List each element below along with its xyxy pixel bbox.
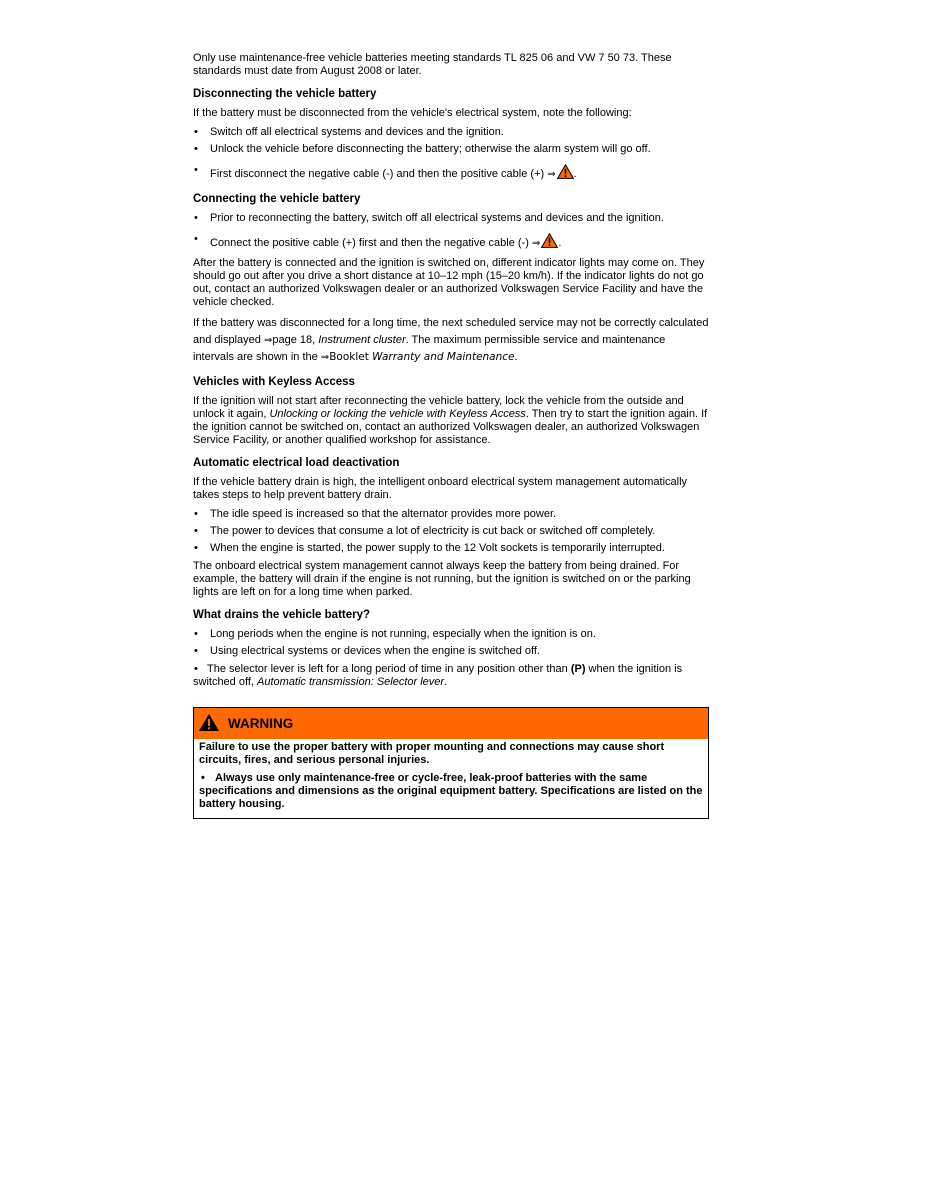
page-reference-link[interactable]: page 18, — [272, 334, 319, 346]
heading-drains: What drains the vehicle battery? — [193, 609, 371, 621]
load-list — [193, 508, 709, 555]
list-item: • Using electrical systems or devices when the engine is switched off. — [193, 645, 709, 658]
warning-body — [194, 739, 708, 818]
instrument-cluster-link[interactable]: Instrument cluster — [318, 334, 406, 346]
selector-lever-link[interactable]: Automatic transmission: Selector lever — [257, 676, 445, 688]
drains-list — [193, 628, 709, 658]
service-paragraph: If the battery was disconnected for a long time, the next scheduled service may not be correctly calculated and displayed ⇒page 18, Instrument cluster. The maximum permissible service and maintenance intervals are shown in the ⇒Booklet Warranty and Maintenance. — [193, 317, 709, 363]
warning-bullet-paragraph: • Always use only maintenance-free or cycle-free, leak-proof batteries with the same specifications and dimensions as the original equipment battery. Specifications are listed on the battery housing. — [199, 772, 703, 810]
load-after-paragraph: The onboard electrical system management cannot always keep the battery from being drained. For example, the battery will drain if the engine is not running, but the ignition is switched on or the parking lights are left on for a long time when parked. — [193, 560, 691, 598]
arrow-icon: ⇒ — [547, 169, 556, 180]
arrow-icon: ⇒ — [320, 352, 330, 363]
list-item: • First disconnect the negative cable (-) and then the positive cable (+) ⇒ . — [193, 164, 709, 183]
document-page — [193, 52, 709, 819]
list-item: • Switch off all electrical systems and devices and the ignition. — [193, 126, 709, 139]
keyless-reference-link[interactable]: Unlocking or locking the vehicle with Keyless Access — [269, 408, 526, 420]
park-position: (P) — [570, 663, 586, 675]
heading-load-deactivation: Automatic electrical load deactivation — [193, 457, 400, 469]
connect-list — [193, 212, 709, 252]
warning-box — [193, 707, 709, 819]
load-lead: If the vehicle battery drain is high, the intelligent onboard electrical system management automatically takes steps to help prevent battery drain. — [193, 476, 688, 501]
list-item: • Unlock the vehicle before disconnecting the battery; otherwise the alarm system will go off. — [193, 143, 709, 156]
heading-disconnecting: Disconnecting the vehicle battery — [193, 88, 377, 100]
list-item: • Prior to reconnecting the battery, switch off all electrical systems and devices and the ignition. — [193, 212, 709, 225]
bullet: • — [194, 663, 198, 675]
bullet: • — [201, 772, 205, 784]
heading-connecting: Connecting the vehicle battery — [193, 193, 361, 205]
warning-paragraph: Failure to use the proper battery with proper mounting and connections may cause short circuits, fires, and serious personal injuries. — [199, 741, 665, 766]
connect-after-paragraph: After the battery is connected and the ignition is switched on, different indicator lights may come on. They should go out after you drive a short distance at 10–12 mph (15–20 km/h). If the indicator lights do not go out, contact an authorized Volkswagen dealer or an authorized Volkswagen Service Facility and have the vehicle checked. — [193, 257, 705, 308]
list-item: • Long periods when the engine is not running, especially when the ignition is on. — [193, 628, 709, 641]
arrow-icon: ⇒ — [531, 238, 541, 249]
warning-triangle-icon[interactable] — [557, 164, 574, 183]
booklet-reference: Booklet — [329, 351, 373, 363]
warning-title: WARNING — [228, 716, 294, 731]
warning-triangle-icon — [198, 713, 228, 734]
list-item: • When the engine is started, the power supply to the 12 Volt sockets is temporarily interrupted. — [193, 542, 709, 555]
list-item: • Connect the positive cable (+) first and then the negative cable (-) ⇒ . — [193, 233, 709, 252]
drains-last-item: • The selector lever is left for a long period of time in any position other than (P) when the ignition is switched off, Automatic transmission: Selector lever. — [193, 663, 683, 688]
list-item: • The idle speed is increased so that the alternator provides more power. — [193, 508, 709, 521]
warranty-booklet-title: Warranty and Maintenance — [372, 351, 515, 363]
heading-keyless: Vehicles with Keyless Access — [193, 376, 355, 388]
disconnect-list — [193, 126, 709, 183]
disconnect-lead: If the battery must be disconnected from the vehicle's electrical system, note the following: — [193, 107, 632, 119]
warning-triangle-icon[interactable] — [541, 233, 558, 252]
intro-paragraph: Only use maintenance-free vehicle batteries meeting standards TL 825 06 and VW 7 50 73. These standards must date from August 2008 or later. — [193, 52, 672, 77]
list-item: • The power to devices that consume a lot of electricity is cut back or switched off completely. — [193, 525, 709, 538]
warning-header — [194, 708, 708, 739]
keyless-paragraph: If the ignition will not start after reconnecting the vehicle battery, lock the vehicle from the outside and unlock it again, Unlocking or locking the vehicle with Keyless Access. Then try to start the ignition again. If the ignition cannot be switched on, contact an authorized Volkswagen dealer, an authorized Volkswagen Service Facility, or another qualified workshop for assistance. — [193, 395, 708, 446]
arrow-icon: ⇒ — [263, 335, 273, 346]
